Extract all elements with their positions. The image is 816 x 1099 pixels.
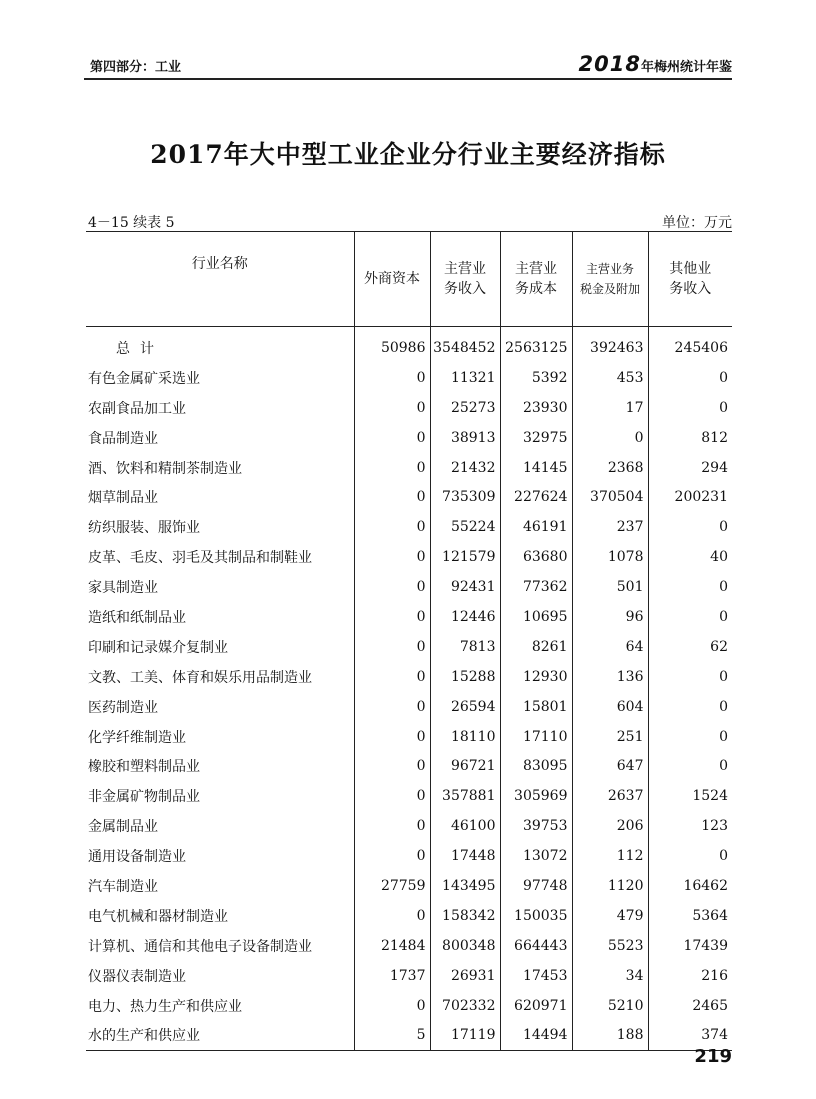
- table-cell: 453: [572, 363, 648, 393]
- yearbook-name: 年梅州统计年鉴: [640, 60, 732, 75]
- table-cell: 46100: [430, 811, 500, 841]
- table-cell: 1524: [648, 781, 732, 811]
- column-header-line: 外商资本: [364, 271, 420, 287]
- industry-name: 仪器仪表制造业: [88, 968, 186, 985]
- table-cell: 123: [648, 811, 732, 841]
- industry-name: 食品制造业: [88, 430, 158, 447]
- table-body: [86, 327, 732, 1051]
- table-cell: 50986: [354, 327, 430, 363]
- table-cell: 143495: [430, 871, 500, 901]
- table-cell: 15801: [500, 692, 572, 722]
- table-row: [86, 692, 732, 722]
- table-cell: 14494: [500, 1020, 572, 1050]
- yearbook-year: 2018: [578, 52, 641, 76]
- table-cell: 92431: [430, 572, 500, 602]
- table-cell: 0: [354, 453, 430, 483]
- table-cell: 0: [354, 722, 430, 752]
- column-header-line: 税金及附加: [579, 282, 640, 296]
- table-cell: 158342: [430, 901, 500, 931]
- table-cell: 2563125: [500, 327, 572, 363]
- column-header-line: 务收入: [444, 281, 486, 297]
- table-cell: 0: [354, 751, 430, 781]
- table-cell: 0: [354, 632, 430, 662]
- table-row: [86, 662, 732, 692]
- table-cell: 2637: [572, 781, 648, 811]
- column-header-line: 其他业: [669, 261, 712, 277]
- table-cell: 12446: [430, 602, 500, 632]
- industry-name: 计算机、通信和其他电子设备制造业: [88, 938, 312, 955]
- table-cell: 8261: [500, 632, 572, 662]
- table-cell: 34: [572, 961, 648, 991]
- column-header: [648, 232, 732, 327]
- column-header: [354, 232, 430, 327]
- table-cell: 14145: [500, 453, 572, 483]
- table-cell: 370504: [572, 482, 648, 512]
- table-cell: 21432: [430, 453, 500, 483]
- table-cell: 64: [572, 632, 648, 662]
- table-cell: 800348: [430, 931, 500, 961]
- table-cell: 96721: [430, 751, 500, 781]
- table-row: [86, 931, 732, 961]
- table-cell: 5364: [648, 901, 732, 931]
- table-cell: 374: [648, 1020, 732, 1050]
- table-cell: 0: [648, 662, 732, 692]
- industry-name: 化学纤维制造业: [88, 729, 186, 746]
- industry-name: 汽车制造业: [88, 878, 158, 895]
- industry-name: 有色金属矿采选业: [88, 370, 200, 387]
- column-header-line: 务收入: [669, 281, 712, 297]
- column-header-line: 行业名称: [191, 256, 248, 272]
- table-cell: 1078: [572, 542, 648, 572]
- table-cell: 17448: [430, 841, 500, 871]
- table-cell: 216: [648, 961, 732, 991]
- industry-name: 家具制造业: [88, 580, 158, 597]
- yearbook-title: [579, 52, 732, 76]
- table-row: [86, 363, 732, 393]
- table-cell: 0: [354, 542, 430, 572]
- table-cell: 55224: [430, 512, 500, 542]
- table-cell: 0: [354, 572, 430, 602]
- column-header: [500, 232, 572, 327]
- table-row: [86, 423, 732, 453]
- table-cell: 5523: [572, 931, 648, 961]
- industry-name: 酒、饮料和精制茶制造业: [88, 460, 242, 477]
- table-cell: 501: [572, 572, 648, 602]
- page-number: 219: [694, 1046, 732, 1067]
- table-cell: 12930: [500, 662, 572, 692]
- table-cell: 735309: [430, 482, 500, 512]
- table-row: [86, 722, 732, 752]
- table-cell: 647: [572, 751, 648, 781]
- industry-name: 通用设备制造业: [88, 849, 186, 866]
- table-cell: 479: [572, 901, 648, 931]
- table-cell: 0: [648, 602, 732, 632]
- table-row: [86, 901, 732, 931]
- table-cell: 604: [572, 692, 648, 722]
- table-cell: 0: [354, 512, 430, 542]
- table-header: [86, 232, 732, 327]
- table-cell: 5392: [500, 363, 572, 393]
- table-cell: 39753: [500, 811, 572, 841]
- table-cell: 121579: [430, 542, 500, 572]
- table-cell: 206: [572, 811, 648, 841]
- table-row: [86, 1020, 732, 1050]
- table-cell: 17119: [430, 1020, 500, 1050]
- table-cell: 0: [354, 602, 430, 632]
- table-cell: 0: [354, 482, 430, 512]
- table-cell: 7813: [430, 632, 500, 662]
- table-cell: 136: [572, 662, 648, 692]
- table-cell: 16462: [648, 871, 732, 901]
- industry-name: 金属制品业: [88, 819, 158, 836]
- table-cell: 13072: [500, 841, 572, 871]
- table-cell: 0: [354, 811, 430, 841]
- table-cell: 1737: [354, 961, 430, 991]
- table-cell: 245406: [648, 327, 732, 363]
- table-row: [86, 572, 732, 602]
- table-cell: 77362: [500, 572, 572, 602]
- total-row: [86, 327, 732, 363]
- industry-name: 橡胶和塑料制品业: [88, 759, 200, 776]
- table-cell: 812: [648, 423, 732, 453]
- table-cell: 17453: [500, 961, 572, 991]
- table-cell: 23930: [500, 393, 572, 423]
- table-row: [86, 871, 732, 901]
- table-row: [86, 632, 732, 662]
- table-cell: 18110: [430, 722, 500, 752]
- industry-name: 电气机械和器材制造业: [88, 908, 228, 925]
- table-cell: 21484: [354, 931, 430, 961]
- table-row: [86, 482, 732, 512]
- table-cell: 11321: [430, 363, 500, 393]
- table-cell: 251: [572, 722, 648, 752]
- column-header-line: 务成本: [515, 281, 557, 297]
- column-header-name: [86, 232, 354, 327]
- table-cell: 83095: [500, 751, 572, 781]
- section-label: 第四部分：工业: [90, 60, 182, 75]
- table-cell: 0: [648, 363, 732, 393]
- table-cell: 3548452: [430, 327, 500, 363]
- table-cell: 620971: [500, 991, 572, 1021]
- table-cell: 0: [354, 991, 430, 1021]
- industry-name: 皮革、毛皮、羽毛及其制品和制鞋业: [88, 550, 312, 567]
- table-cell: 0: [648, 393, 732, 423]
- table-cell: 200231: [648, 482, 732, 512]
- table-cell: 0: [354, 692, 430, 722]
- table-cell: 0: [354, 662, 430, 692]
- table-cell: 357881: [430, 781, 500, 811]
- table-cell: 17439: [648, 931, 732, 961]
- table-cell: 0: [354, 781, 430, 811]
- table-cell: 46191: [500, 512, 572, 542]
- data-table: [86, 231, 732, 1051]
- table-cell: 32975: [500, 423, 572, 453]
- table-row: [86, 453, 732, 483]
- industry-name: 农副食品加工业: [88, 400, 186, 417]
- header-row: [86, 232, 732, 327]
- table-cell: 96: [572, 602, 648, 632]
- table-cell: 26594: [430, 692, 500, 722]
- industry-name: 造纸和纸制品业: [88, 609, 186, 626]
- table-cell: 15288: [430, 662, 500, 692]
- industry-name: 水的生产和供应业: [86, 1020, 354, 1050]
- table-cell: 5: [354, 1020, 430, 1050]
- running-header: [84, 52, 732, 78]
- table-cell: 702332: [430, 991, 500, 1021]
- table-cell: 0: [354, 363, 430, 393]
- table-cell: 392463: [572, 327, 648, 363]
- table-cell: 63680: [500, 542, 572, 572]
- table-cell: 0: [648, 751, 732, 781]
- table-cell: 0: [648, 841, 732, 871]
- table-cell: 150035: [500, 901, 572, 931]
- table-cell: 97748: [500, 871, 572, 901]
- industry-name: 电力、热力生产和供应业: [88, 998, 242, 1015]
- table-cell: 664443: [500, 931, 572, 961]
- table-cell: 112: [572, 841, 648, 871]
- table-row: [86, 991, 732, 1021]
- table-cell: 0: [648, 692, 732, 722]
- table-row: [86, 512, 732, 542]
- industry-name: 文教、工美、体育和娱乐用品制造业: [88, 669, 312, 686]
- industry-name: 印刷和记录媒介复制业: [88, 639, 228, 656]
- column-header-line: 主营业务: [585, 262, 634, 276]
- table-cell: 1120: [572, 871, 648, 901]
- table-cell: 227624: [500, 482, 572, 512]
- column-header: [430, 232, 500, 327]
- table-cell: 2465: [648, 991, 732, 1021]
- table-cell: 294: [648, 453, 732, 483]
- table-cell: 0: [354, 841, 430, 871]
- industry-name: 纺织服装、服饰业: [88, 520, 200, 537]
- table-cell: 26931: [430, 961, 500, 991]
- table-cell: 38913: [430, 423, 500, 453]
- table-row: [86, 841, 732, 871]
- table-cell: 188: [572, 1020, 648, 1050]
- table-cell: 305969: [500, 781, 572, 811]
- table-cell: 0: [648, 722, 732, 752]
- table-cell: 25273: [430, 393, 500, 423]
- column-header: [572, 232, 648, 327]
- table-row: [86, 542, 732, 572]
- table-row: [86, 602, 732, 632]
- table-cell: 0: [648, 512, 732, 542]
- table-cell: 62: [648, 632, 732, 662]
- table-cell: 237: [572, 512, 648, 542]
- table-cell: 0: [354, 423, 430, 453]
- table-cell: 2368: [572, 453, 648, 483]
- table-cell: 0: [648, 572, 732, 602]
- table-row: [86, 961, 732, 991]
- page-title: 2017年大中型工业企业分行业主要经济指标: [150, 140, 666, 169]
- table-cell: 0: [572, 423, 648, 453]
- industry-name: 总计: [116, 340, 164, 357]
- table-row: [86, 811, 732, 841]
- header-rule: [84, 78, 732, 80]
- table-row: [86, 393, 732, 423]
- industry-name: 非金属矿物制品业: [88, 789, 200, 806]
- table-cell: 10695: [500, 602, 572, 632]
- table-cell: 17: [572, 393, 648, 423]
- table-cell: 27759: [354, 871, 430, 901]
- table-cell: 40: [648, 542, 732, 572]
- column-header-line: 主营业: [515, 261, 557, 277]
- unit-label: 单位：万元: [662, 215, 732, 231]
- table-cell: 17110: [500, 722, 572, 752]
- table-cell: 5210: [572, 991, 648, 1021]
- table-number: 4－15 续表 5: [88, 215, 175, 231]
- table-row: [86, 781, 732, 811]
- table-cell: 0: [354, 901, 430, 931]
- column-header-line: 主营业: [444, 261, 486, 277]
- table-cell: 0: [354, 393, 430, 423]
- industry-name: 烟草制品业: [88, 490, 158, 507]
- table-row: [86, 751, 732, 781]
- industry-name: 医药制造业: [88, 699, 158, 716]
